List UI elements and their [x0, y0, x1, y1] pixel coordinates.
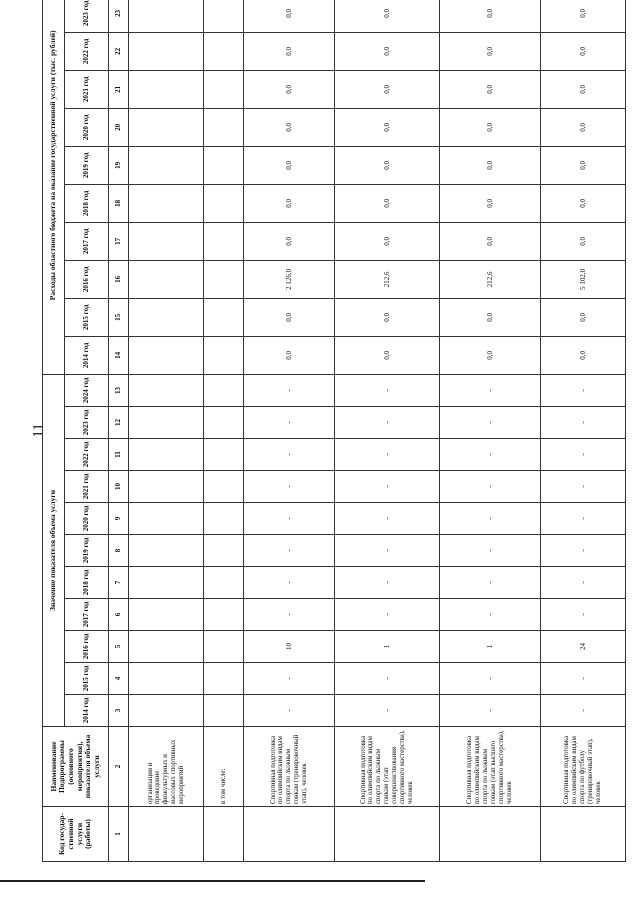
column-number: 1	[109, 807, 129, 862]
header-values-group: Значение показателя объема услуги	[43, 374, 65, 726]
row-name: Спортивная подготовка по олимпийским видам спорта по лыжным гонкам (этап высшего спортивного мастерства), человек	[440, 727, 540, 807]
row-value: -	[334, 471, 439, 503]
row-expense	[204, 222, 244, 260]
year-header-expenses: 2021 год	[65, 70, 109, 108]
year-header-expenses: 2020 год	[65, 108, 109, 146]
year-header-values: 2021 год	[65, 471, 109, 503]
row-value: -	[244, 471, 334, 503]
row-expense: 0,0	[440, 222, 540, 260]
column-number: 4	[109, 663, 129, 695]
row-expense	[204, 260, 244, 298]
row-expense	[129, 70, 204, 108]
row-expense: 0,0	[440, 146, 540, 184]
row-value	[204, 503, 244, 535]
row-expense: 0,0	[244, 32, 334, 70]
row-value: 1	[334, 631, 439, 663]
row-value: -	[334, 535, 439, 567]
row-value: -	[540, 535, 625, 567]
year-header-values: 2016 год	[65, 631, 109, 663]
row-value: -	[244, 439, 334, 471]
row-expense: 0,0	[334, 222, 439, 260]
row-value	[129, 503, 204, 535]
row-value: -	[540, 471, 625, 503]
column-number: 13	[109, 374, 129, 406]
row-expense	[204, 70, 244, 108]
row-expense: 0,0	[334, 0, 439, 32]
row-value: -	[334, 503, 439, 535]
row-value: -	[334, 695, 439, 727]
row-value	[129, 631, 204, 663]
row-expense	[129, 260, 204, 298]
row-value	[204, 407, 244, 439]
row-value: -	[440, 663, 540, 695]
year-header-expenses: 2014 год	[65, 336, 109, 374]
row-expense: 0,0	[540, 336, 625, 374]
row-value: 10	[244, 631, 334, 663]
column-number: 22	[109, 32, 129, 70]
row-expense: 0,0	[540, 298, 625, 336]
row-value	[204, 695, 244, 727]
column-number: 15	[109, 298, 129, 336]
row-name: в том числе:	[204, 727, 244, 807]
row-value	[204, 374, 244, 406]
header-name: Наименование Подпрограммы (основного мероприятия), показателя объема услуги	[43, 727, 109, 807]
row-value	[129, 599, 204, 631]
row-expense: 0,0	[540, 70, 625, 108]
row-expense: 0,0	[244, 184, 334, 222]
year-header-expenses: 2015 год	[65, 298, 109, 336]
row-expense: 0,0	[440, 336, 540, 374]
row-value: -	[540, 695, 625, 727]
row-expense	[204, 336, 244, 374]
row-value: -	[540, 439, 625, 471]
row-value: -	[244, 663, 334, 695]
column-number: 14	[109, 336, 129, 374]
column-number: 16	[109, 260, 129, 298]
row-expense	[204, 0, 244, 32]
row-name: Спортивная подготовка по олимпийским видам спорта по футболу (тренировочный этап), человек	[540, 727, 625, 807]
row-name: организация и проведение физкультурных и массовых спортивных мероприятий	[129, 727, 204, 807]
year-header-values: 2017 год	[65, 599, 109, 631]
row-expense: 0,0	[244, 108, 334, 146]
column-number: 5	[109, 631, 129, 663]
table-row	[204, 0, 244, 862]
table-row	[244, 0, 334, 862]
row-name: Спортивная подготовка по олимпийским видам спорта по лыжным гонкам (тренировочный этап), человек	[244, 727, 334, 807]
row-value	[204, 567, 244, 599]
column-number: 2	[109, 727, 129, 807]
row-expense: 2 126,0	[244, 260, 334, 298]
row-value: -	[244, 535, 334, 567]
row-expense: 212,6	[440, 260, 540, 298]
row-code	[204, 807, 244, 862]
column-number: 9	[109, 503, 129, 535]
column-number: 3	[109, 695, 129, 727]
header-code: Код государ-ственной услуги (работы)	[43, 807, 109, 862]
row-value	[129, 439, 204, 471]
row-value: -	[334, 663, 439, 695]
row-expense: 0,0	[334, 336, 439, 374]
row-expense	[204, 298, 244, 336]
row-expense: 0,0	[540, 222, 625, 260]
row-expense	[129, 108, 204, 146]
row-value	[129, 663, 204, 695]
column-number: 17	[109, 222, 129, 260]
row-value: -	[440, 599, 540, 631]
year-header-expenses: 2023 год	[65, 0, 109, 32]
row-expense	[129, 32, 204, 70]
year-header-expenses: 2018 год	[65, 184, 109, 222]
row-value	[204, 439, 244, 471]
year-header-values: 2019 год	[65, 535, 109, 567]
year-header-expenses: 2017 год	[65, 222, 109, 260]
row-value: -	[440, 374, 540, 406]
row-expense: 0,0	[540, 32, 625, 70]
row-expense: 0,0	[540, 184, 625, 222]
row-value: -	[540, 567, 625, 599]
row-expense: 0,0	[244, 336, 334, 374]
row-code	[244, 807, 334, 862]
table-row	[129, 0, 204, 862]
row-value: -	[440, 567, 540, 599]
row-value: -	[440, 535, 540, 567]
year-header-values: 2018 год	[65, 567, 109, 599]
column-number: 23	[109, 0, 129, 32]
row-expense: 0,0	[334, 70, 439, 108]
row-value	[204, 535, 244, 567]
row-value	[204, 663, 244, 695]
row-code	[440, 807, 540, 862]
row-value	[129, 567, 204, 599]
row-code	[129, 807, 204, 862]
year-header-values: 2014 год	[65, 695, 109, 727]
table-row	[440, 0, 540, 862]
row-value: -	[334, 407, 439, 439]
table-row	[334, 0, 439, 862]
row-value: -	[244, 567, 334, 599]
row-name: Спортивная подготовка по олимпийским видам спорта по лыжным гонкам (этап совершенствования спортивного мастерства), человек	[334, 727, 439, 807]
row-value: -	[540, 663, 625, 695]
year-header-values: 2024 год	[65, 374, 109, 406]
row-value	[129, 471, 204, 503]
row-value	[129, 535, 204, 567]
row-value: -	[244, 407, 334, 439]
row-expense: 0,0	[440, 32, 540, 70]
row-value: -	[244, 503, 334, 535]
row-expense: 0,0	[440, 0, 540, 32]
column-number: 11	[109, 439, 129, 471]
row-value	[129, 407, 204, 439]
row-value: -	[244, 695, 334, 727]
row-value: 1	[440, 631, 540, 663]
row-value: -	[540, 599, 625, 631]
column-number: 7	[109, 567, 129, 599]
scan-edge-line	[0, 880, 425, 882]
row-expense: 0,0	[540, 108, 625, 146]
row-value: -	[440, 503, 540, 535]
row-expense: 0,0	[440, 298, 540, 336]
row-value: -	[334, 567, 439, 599]
year-header-expenses: 2022 год	[65, 32, 109, 70]
row-value: -	[540, 374, 625, 406]
row-expense: 0,0	[244, 222, 334, 260]
row-value: -	[440, 407, 540, 439]
row-expense	[129, 146, 204, 184]
row-value: -	[440, 695, 540, 727]
row-expense: 0,0	[244, 298, 334, 336]
row-expense	[129, 222, 204, 260]
row-value	[204, 471, 244, 503]
year-header-values: 2020 год	[65, 503, 109, 535]
row-expense: 0,0	[334, 32, 439, 70]
row-expense: 0,0	[540, 146, 625, 184]
row-expense	[129, 336, 204, 374]
row-expense: 212,6	[334, 260, 439, 298]
row-value	[129, 374, 204, 406]
row-value: -	[334, 439, 439, 471]
row-value	[204, 631, 244, 663]
row-expense	[129, 0, 204, 32]
column-number: 6	[109, 599, 129, 631]
column-number: 18	[109, 184, 129, 222]
row-expense	[204, 108, 244, 146]
column-number: 8	[109, 535, 129, 567]
row-value: -	[244, 599, 334, 631]
row-expense: 0,0	[334, 184, 439, 222]
services-table	[42, 0, 626, 862]
row-expense: 0,0	[244, 146, 334, 184]
column-number: 12	[109, 407, 129, 439]
row-code	[540, 807, 625, 862]
row-expense: 0,0	[334, 146, 439, 184]
row-expense: 0,0	[244, 0, 334, 32]
table-row	[540, 0, 625, 862]
row-value: 24	[540, 631, 625, 663]
column-number: 20	[109, 108, 129, 146]
column-number: 10	[109, 471, 129, 503]
page-number: 11	[30, 423, 47, 438]
row-value: -	[540, 407, 625, 439]
year-header-expenses: 2019 год	[65, 146, 109, 184]
row-value	[129, 695, 204, 727]
row-expense	[204, 32, 244, 70]
row-value: -	[540, 503, 625, 535]
column-number: 21	[109, 70, 129, 108]
year-header-expenses: 2016 год	[65, 260, 109, 298]
row-code	[334, 807, 439, 862]
row-value: -	[334, 599, 439, 631]
row-value: -	[244, 374, 334, 406]
year-header-values: 2023 год	[65, 407, 109, 439]
row-expense: 0,0	[334, 298, 439, 336]
row-expense: 0,0	[440, 70, 540, 108]
header-expenses-group: Расходы областного бюджета на оказание государственной услуги (тыс. рублей)	[43, 0, 65, 374]
row-expense	[129, 298, 204, 336]
row-expense: 0,0	[440, 184, 540, 222]
row-expense: 0,0	[334, 108, 439, 146]
row-expense: 0,0	[440, 108, 540, 146]
row-value: -	[440, 439, 540, 471]
row-expense	[204, 146, 244, 184]
year-header-values: 2015 год	[65, 663, 109, 695]
row-value	[204, 599, 244, 631]
row-expense: 0,0	[540, 0, 625, 32]
row-expense	[129, 184, 204, 222]
row-value: -	[440, 471, 540, 503]
row-expense: 0,0	[244, 70, 334, 108]
rotated-table-container	[42, 0, 626, 862]
row-value: -	[334, 374, 439, 406]
row-expense	[204, 184, 244, 222]
row-expense: 5 102,0	[540, 260, 625, 298]
year-header-values: 2022 год	[65, 439, 109, 471]
column-number: 19	[109, 146, 129, 184]
